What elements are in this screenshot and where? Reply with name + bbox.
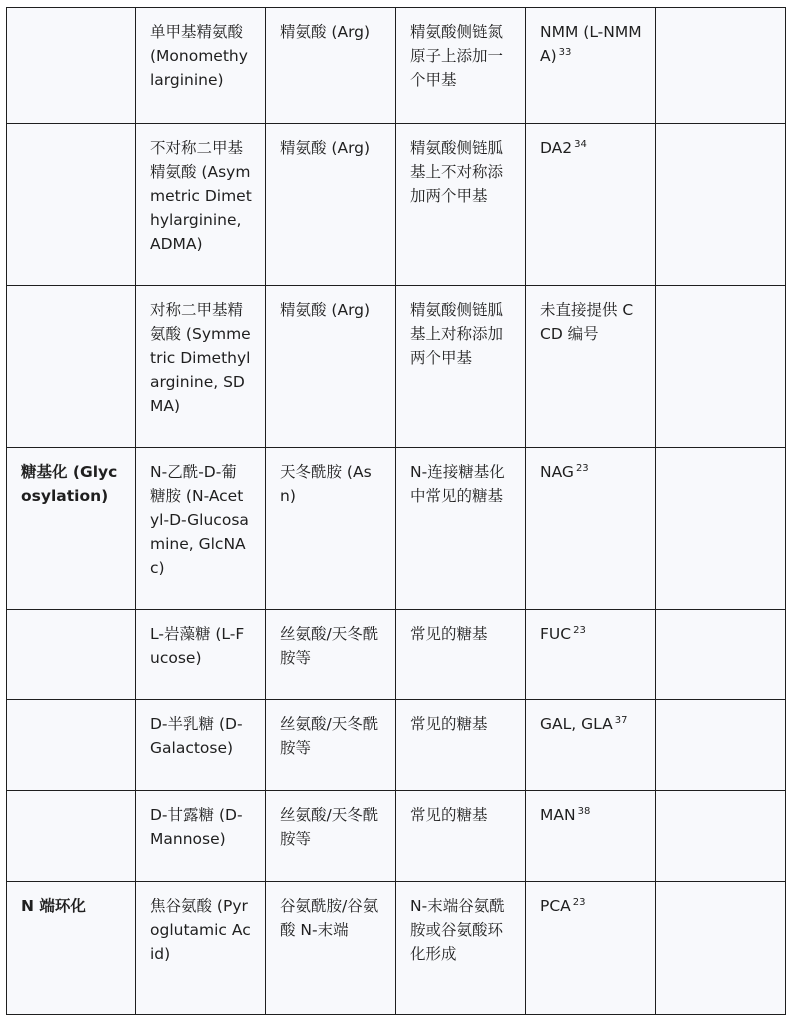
ccd-cell (526, 8, 656, 124)
extra-cell (656, 700, 786, 791)
description-cell: N-连接糖基化中常见的糖基 (396, 448, 526, 610)
ccd-code: DA2 (540, 139, 573, 157)
description-cell: N-末端谷氨酰胺或谷氨酸环化形成 (396, 882, 526, 1015)
ccd-code: NAG (540, 463, 574, 481)
table-row (7, 124, 786, 286)
residue-cell: 谷氨酰胺/谷氨酸 N-末端 (266, 882, 396, 1015)
table-row (7, 286, 786, 448)
description-cell: 精氨酸侧链胍基上对称添加两个甲基 (396, 286, 526, 448)
category-cell (7, 610, 136, 700)
description-cell: 常见的糖基 (396, 610, 526, 700)
ccd-cell (526, 124, 656, 286)
extra-cell (656, 124, 786, 286)
table-row (7, 448, 786, 610)
extra-cell (656, 610, 786, 700)
ccd-code: MAN (540, 806, 576, 824)
reference-link[interactable]: 37 (614, 714, 628, 726)
description-cell: 常见的糖基 (396, 791, 526, 882)
ccd-cell (526, 882, 656, 1015)
residue-cell: 精氨酸 (Arg) (266, 124, 396, 286)
ccd-cell (526, 791, 656, 882)
category-cell (7, 124, 136, 286)
category-cell (7, 286, 136, 448)
reference-link[interactable]: 33 (558, 46, 572, 58)
residue-cell: 精氨酸 (Arg) (266, 286, 396, 448)
modification-cell: D-甘露糖 (D-Mannose) (136, 791, 266, 882)
modification-cell: 对称二甲基精氨酸 (Symmetric Dimethylarginine, SDMA) (136, 286, 266, 448)
reference-link[interactable]: 23 (573, 624, 586, 636)
extra-cell (656, 882, 786, 1015)
ccd-code: FUC (540, 625, 572, 643)
table-row (7, 791, 786, 882)
ccd-code: 未直接提供 CCD 编号 (540, 301, 634, 343)
table-row (7, 610, 786, 700)
category-cell: 糖基化 (Glycosylation) (7, 448, 136, 610)
description-cell: 精氨酸侧链氮原子上添加一个甲基 (396, 8, 526, 124)
category-cell: N 端环化 (7, 882, 136, 1015)
ccd-code: PCA (540, 897, 571, 915)
table-row (7, 882, 786, 1015)
ccd-cell (526, 610, 656, 700)
residue-cell: 天冬酰胺 (Asn) (266, 448, 396, 610)
residue-cell: 丝氨酸/天冬酰胺等 (266, 610, 396, 700)
modification-cell: N-乙酰-D-葡糖胺 (N-Acetyl-D-Glucosamine, GlcNAc) (136, 448, 266, 610)
category-cell (7, 8, 136, 124)
modification-cell: D-半乳糖 (D-Galactose) (136, 700, 266, 791)
modification-cell: 焦谷氨酸 (Pyroglutamic Acid) (136, 882, 266, 1015)
ccd-cell (526, 700, 656, 791)
modification-cell: 不对称二甲基精氨酸 (Asymmetric Dimethylarginine, ADMA) (136, 124, 266, 286)
ccd-cell (526, 448, 656, 610)
ptm-table (6, 7, 786, 1015)
residue-cell: 丝氨酸/天冬酰胺等 (266, 791, 396, 882)
extra-cell (656, 286, 786, 448)
table-row (7, 700, 786, 791)
table-row (7, 8, 786, 124)
reference-link[interactable]: 38 (577, 805, 591, 817)
residue-cell: 精氨酸 (Arg) (266, 8, 396, 124)
reference-link[interactable]: 34 (574, 138, 587, 150)
ccd-code: GAL, GLA (540, 715, 613, 733)
extra-cell (656, 791, 786, 882)
ccd-cell (526, 286, 656, 448)
reference-link[interactable]: 23 (572, 896, 586, 908)
description-cell: 常见的糖基 (396, 700, 526, 791)
description-cell: 精氨酸侧链胍基上不对称添加两个甲基 (396, 124, 526, 286)
reference-link[interactable]: 23 (575, 462, 589, 474)
category-cell (7, 791, 136, 882)
extra-cell (656, 8, 786, 124)
residue-cell: 丝氨酸/天冬酰胺等 (266, 700, 396, 791)
ccd-code: NMM (L-NMMA) (540, 23, 642, 65)
category-cell (7, 700, 136, 791)
modification-cell: L-岩藻糖 (L-Fucose) (136, 610, 266, 700)
extra-cell (656, 448, 786, 610)
modification-cell: 单甲基精氨酸 (Monomethylarginine) (136, 8, 266, 124)
